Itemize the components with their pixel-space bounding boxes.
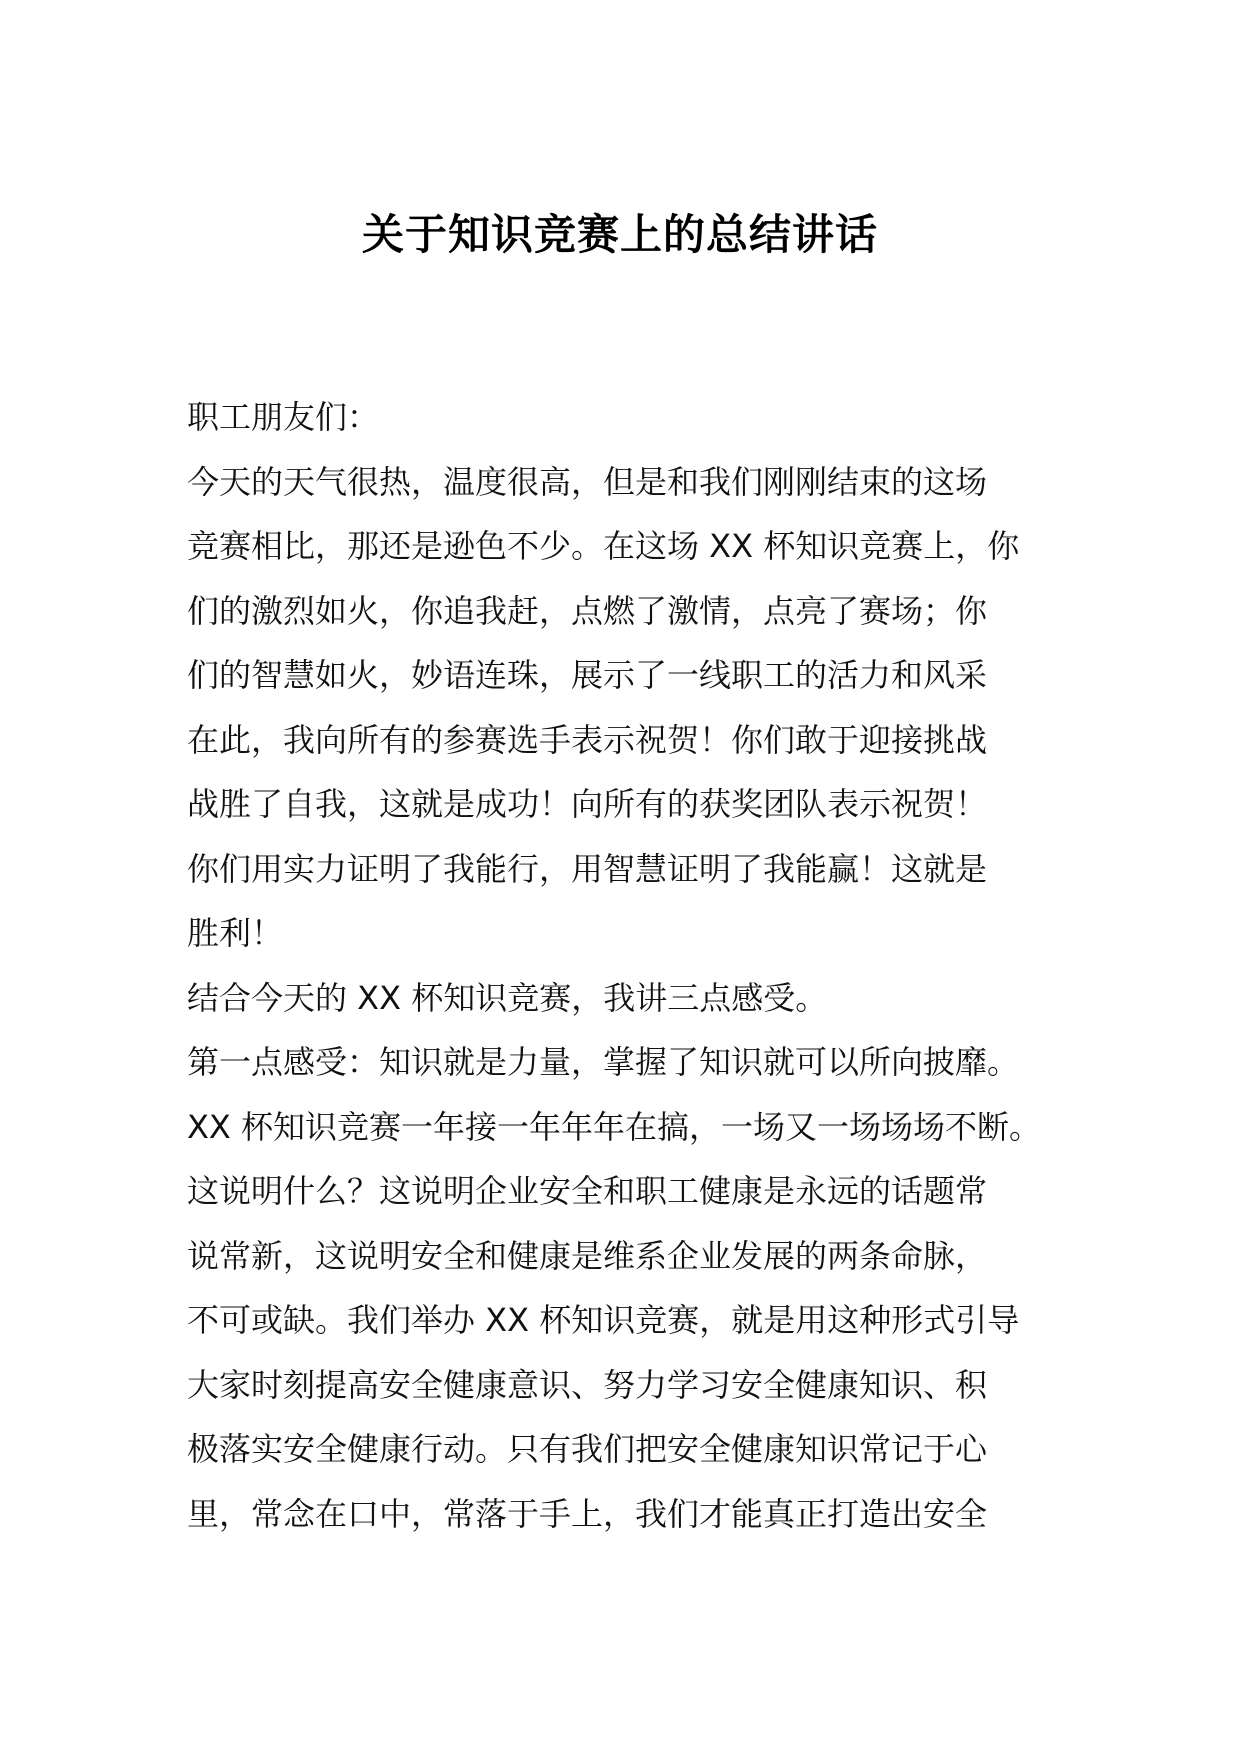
- body-line: XX 杯知识竞赛一年接一年年年在搞，一场又一场场场不断。: [187, 1107, 1042, 1146]
- body-line: 这说明什么？这说明企业安全和职工健康是永远的话题常: [187, 1172, 988, 1210]
- body-line: 战胜了自我，这就是成功！向所有的获奖团队表示祝贺！: [187, 785, 988, 823]
- body-line: 职工朋友们：: [187, 398, 380, 436]
- body-line: 说常新，这说明安全和健康是维系企业发展的两条命脉，: [187, 1236, 988, 1275]
- body-line: 胜利！: [187, 914, 284, 952]
- document-title: 关于知识竞赛上的总结讲话: [361, 210, 878, 259]
- body-line: 不可或缺。我们举办 XX 杯知识竞赛，就是用这种形式引导: [187, 1301, 1020, 1339]
- body-line: 结合今天的 XX 杯知识竞赛，我讲三点感受。: [187, 978, 828, 1017]
- body-line: 极落实安全健康行动。只有我们把安全健康知识常记于心: [187, 1430, 988, 1468]
- body-line: 今天的天气很热，温度很高，但是和我们刚刚结束的这场: [187, 462, 988, 501]
- body-line: 在此，我向所有的参赛选手表示祝贺！你们敢于迎接挑战: [187, 720, 988, 759]
- body-line: 竞赛相比，那还是逊色不少。在这场 XX 杯知识竞赛上，你: [187, 527, 1020, 565]
- body-line: 们的激烈如火，你追我赶，点燃了激情，点亮了赛场；你: [187, 591, 988, 630]
- body-line: 们的智慧如火，妙语连珠，展示了一线职工的活力和风采: [187, 656, 988, 694]
- body-line: 你们用实力证明了我能行，用智慧证明了我能赢！这就是: [187, 849, 988, 888]
- body-line: 大家时刻提高安全健康意识、努力学习安全健康知识、积: [187, 1365, 988, 1404]
- document-body: [187, 385, 1067, 1546]
- body-line: 第一点感受：知识就是力量，掌握了知识就可以所向披靡。: [187, 1043, 1020, 1081]
- body-line: 里，常念在口中，常落于手上，我们才能真正打造出安全: [187, 1494, 988, 1533]
